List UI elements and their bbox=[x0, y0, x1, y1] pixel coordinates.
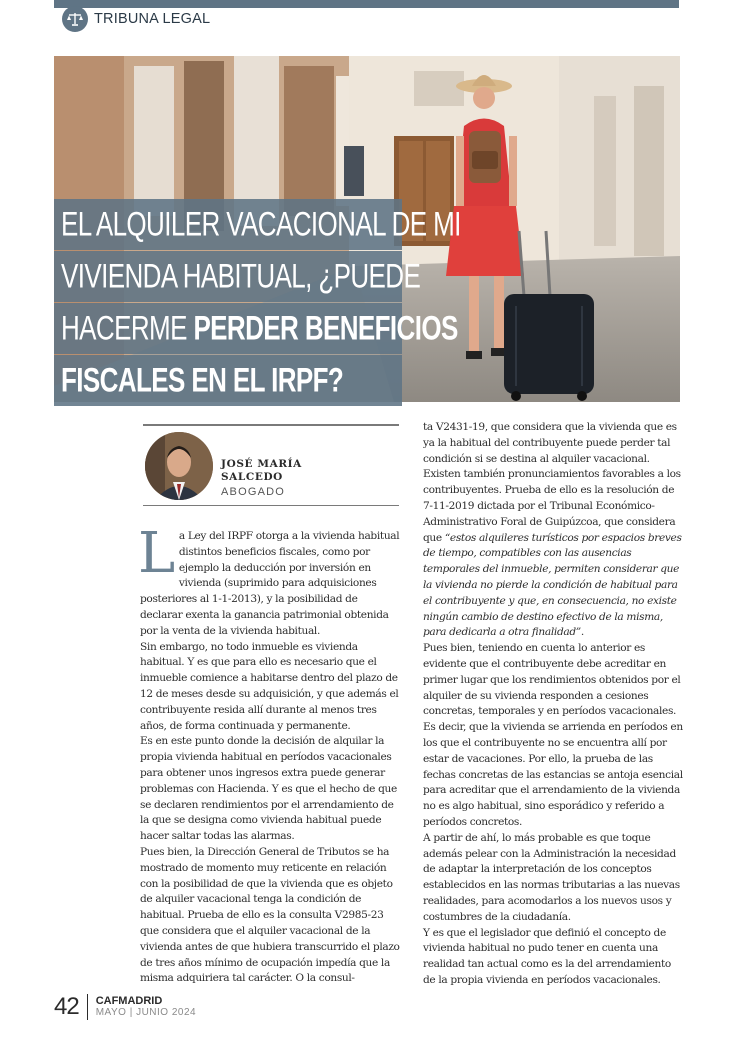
author-box bbox=[143, 424, 399, 506]
page-footer bbox=[54, 992, 196, 1022]
paragraph: Pues bien, teniendo en cuenta lo anterior es evidente que el contribuyente debe acreditar en primer lugar que los rendimientos obtenidos por el alquiler de su vivienda responden a cesiones concretas, temporales y en períodos vacacionales. Es decir, que la vivienda se arrienda en períodos en los que el contribuyente no se encuentra allí por estar de vacaciones. Por ello, la prueba de las fechas concretas de las estancias se antoja esencial para acreditar que el arrendamiento de la vivienda no es algo habitual, sino esporádico y referido a períodos concretos. bbox=[423, 642, 683, 828]
section-header bbox=[62, 6, 210, 32]
dropcap: L bbox=[138, 521, 175, 586]
title-line-4: FISCALES EN EL IRPF? bbox=[54, 355, 402, 406]
paragraph: Pues bien, la Dirección General de Tributos se ha mostrado de momento muy reticente en relación con la posibilidad de que la vivienda que es objeto de alquiler vacacional tenga la condición de habitual. Prueba de ello es la consulta V2985-23 que considera que el alquiler vacacional de la vivienda antes de que hubiera transcurrido el plazo de tres años mínimo de ocupación impedía que la misma adquiriera tal carácter. O la consul- bbox=[140, 845, 400, 985]
author-avatar bbox=[145, 432, 213, 500]
section-label: TRIBUNA LEGAL bbox=[94, 11, 211, 27]
title-line-2: VIVIENDA HABITUAL, ¿PUEDE bbox=[54, 251, 402, 302]
paragraph: ta V2431-19, que considera que la vivienda que es ya la habitual del contribuyente puede perder tal condición si se destina al alquiler vacacional. Existen también pronunciamientos favorables a los contribuyentes. Prueba de ello es la resolución de 7-11-2019 dictada por el Tribunal Económico-Administrativo Foral de Guipúzcoa, que considera que “estos alquileres turísticos por espacios breves de tiempo, compatibles con las ausencias temporales del inmueble, permiten considerar que la vivienda no pierde la condición de habitual para el contribuyente y que, en consecuencia, no existe ningún cambio de destino efectivo de la misma, para dedicarla a otra finalidad”. bbox=[423, 421, 682, 639]
footer-divider bbox=[87, 994, 88, 1020]
paragraph: La Ley del IRPF otorga a la vivienda habitual distintos beneficios fiscales, como por ejemplo la deducción por inversión en vivienda (suprimido para adquisiciones posteriores al 1-1-2013), y la posibilidad de declarar exenta la ganancia patrimonial obtenida por la venta de la vivienda habitual. bbox=[138, 521, 400, 637]
article-column-1 bbox=[138, 521, 402, 987]
paragraph: A partir de ahí, lo más probable es que toque además pelear con la Administración la necesidad de adaptar la interpretación de los conceptos establecidos en las normas tributarias a las nuevas realidades, para acomodarlos a los nuevos usos y costumbres de la ciudadanía. bbox=[423, 831, 680, 923]
magazine-name: CAFMADRID bbox=[95, 995, 163, 1007]
article-title bbox=[54, 199, 461, 407]
paragraph: Es en este punto donde la decisión de alquilar la propia vivienda habitual en períodos vacacionales para obtener unos ingresos extra puede generar problemas con Hacienda. Y es que el hecho de que se declaren rendimientos por el arrendamiento de la que se designa como vivienda habitual puede hacer saltar todas las alarmas. bbox=[140, 735, 397, 843]
paragraph: Y es que el legislador que definió el concepto de vivienda habitual no pudo tener en cuenta una realidad tan actual como es la del arrendamiento de la propia vivienda en períodos vacacionales. bbox=[423, 926, 671, 986]
author-role: ABOGADO bbox=[221, 486, 286, 498]
title-line-3: HACERME PERDER BENEFICIOS bbox=[54, 303, 402, 354]
article-column-2 bbox=[423, 420, 685, 989]
legal-quote: “estos alquileres turísticos por espacios breves de tiempo, compatibles con las ausencias temporales del inmueble, permiten considerar que la vivienda no pierde la condición de habitual para el contribuyente y que, en consecuencia, no existe ningún cambio de destino efectivo de la misma, para dedicarla a otra finalidad”. bbox=[423, 531, 682, 639]
title-line-1: EL ALQUILER VACACIONAL DE MI bbox=[54, 199, 402, 250]
author-name: JOSÉ MARÍA SALCEDO bbox=[221, 458, 302, 483]
issue-date: MAYO | JUNIO 2024 bbox=[95, 1007, 197, 1018]
page-number: 42 bbox=[54, 993, 79, 1020]
paragraph: Sin embargo, no todo inmueble es vivienda habitual. Y es que para ello es necesario que el inmueble comience a habitarse dentro del plazo de 12 de meses desde su adquisición, y que además el contribuyente resida allí durante al menos tres años, de forma continuada y permanente. bbox=[140, 640, 399, 732]
scales-of-justice-icon bbox=[62, 6, 88, 32]
footer-publication bbox=[96, 995, 196, 1019]
